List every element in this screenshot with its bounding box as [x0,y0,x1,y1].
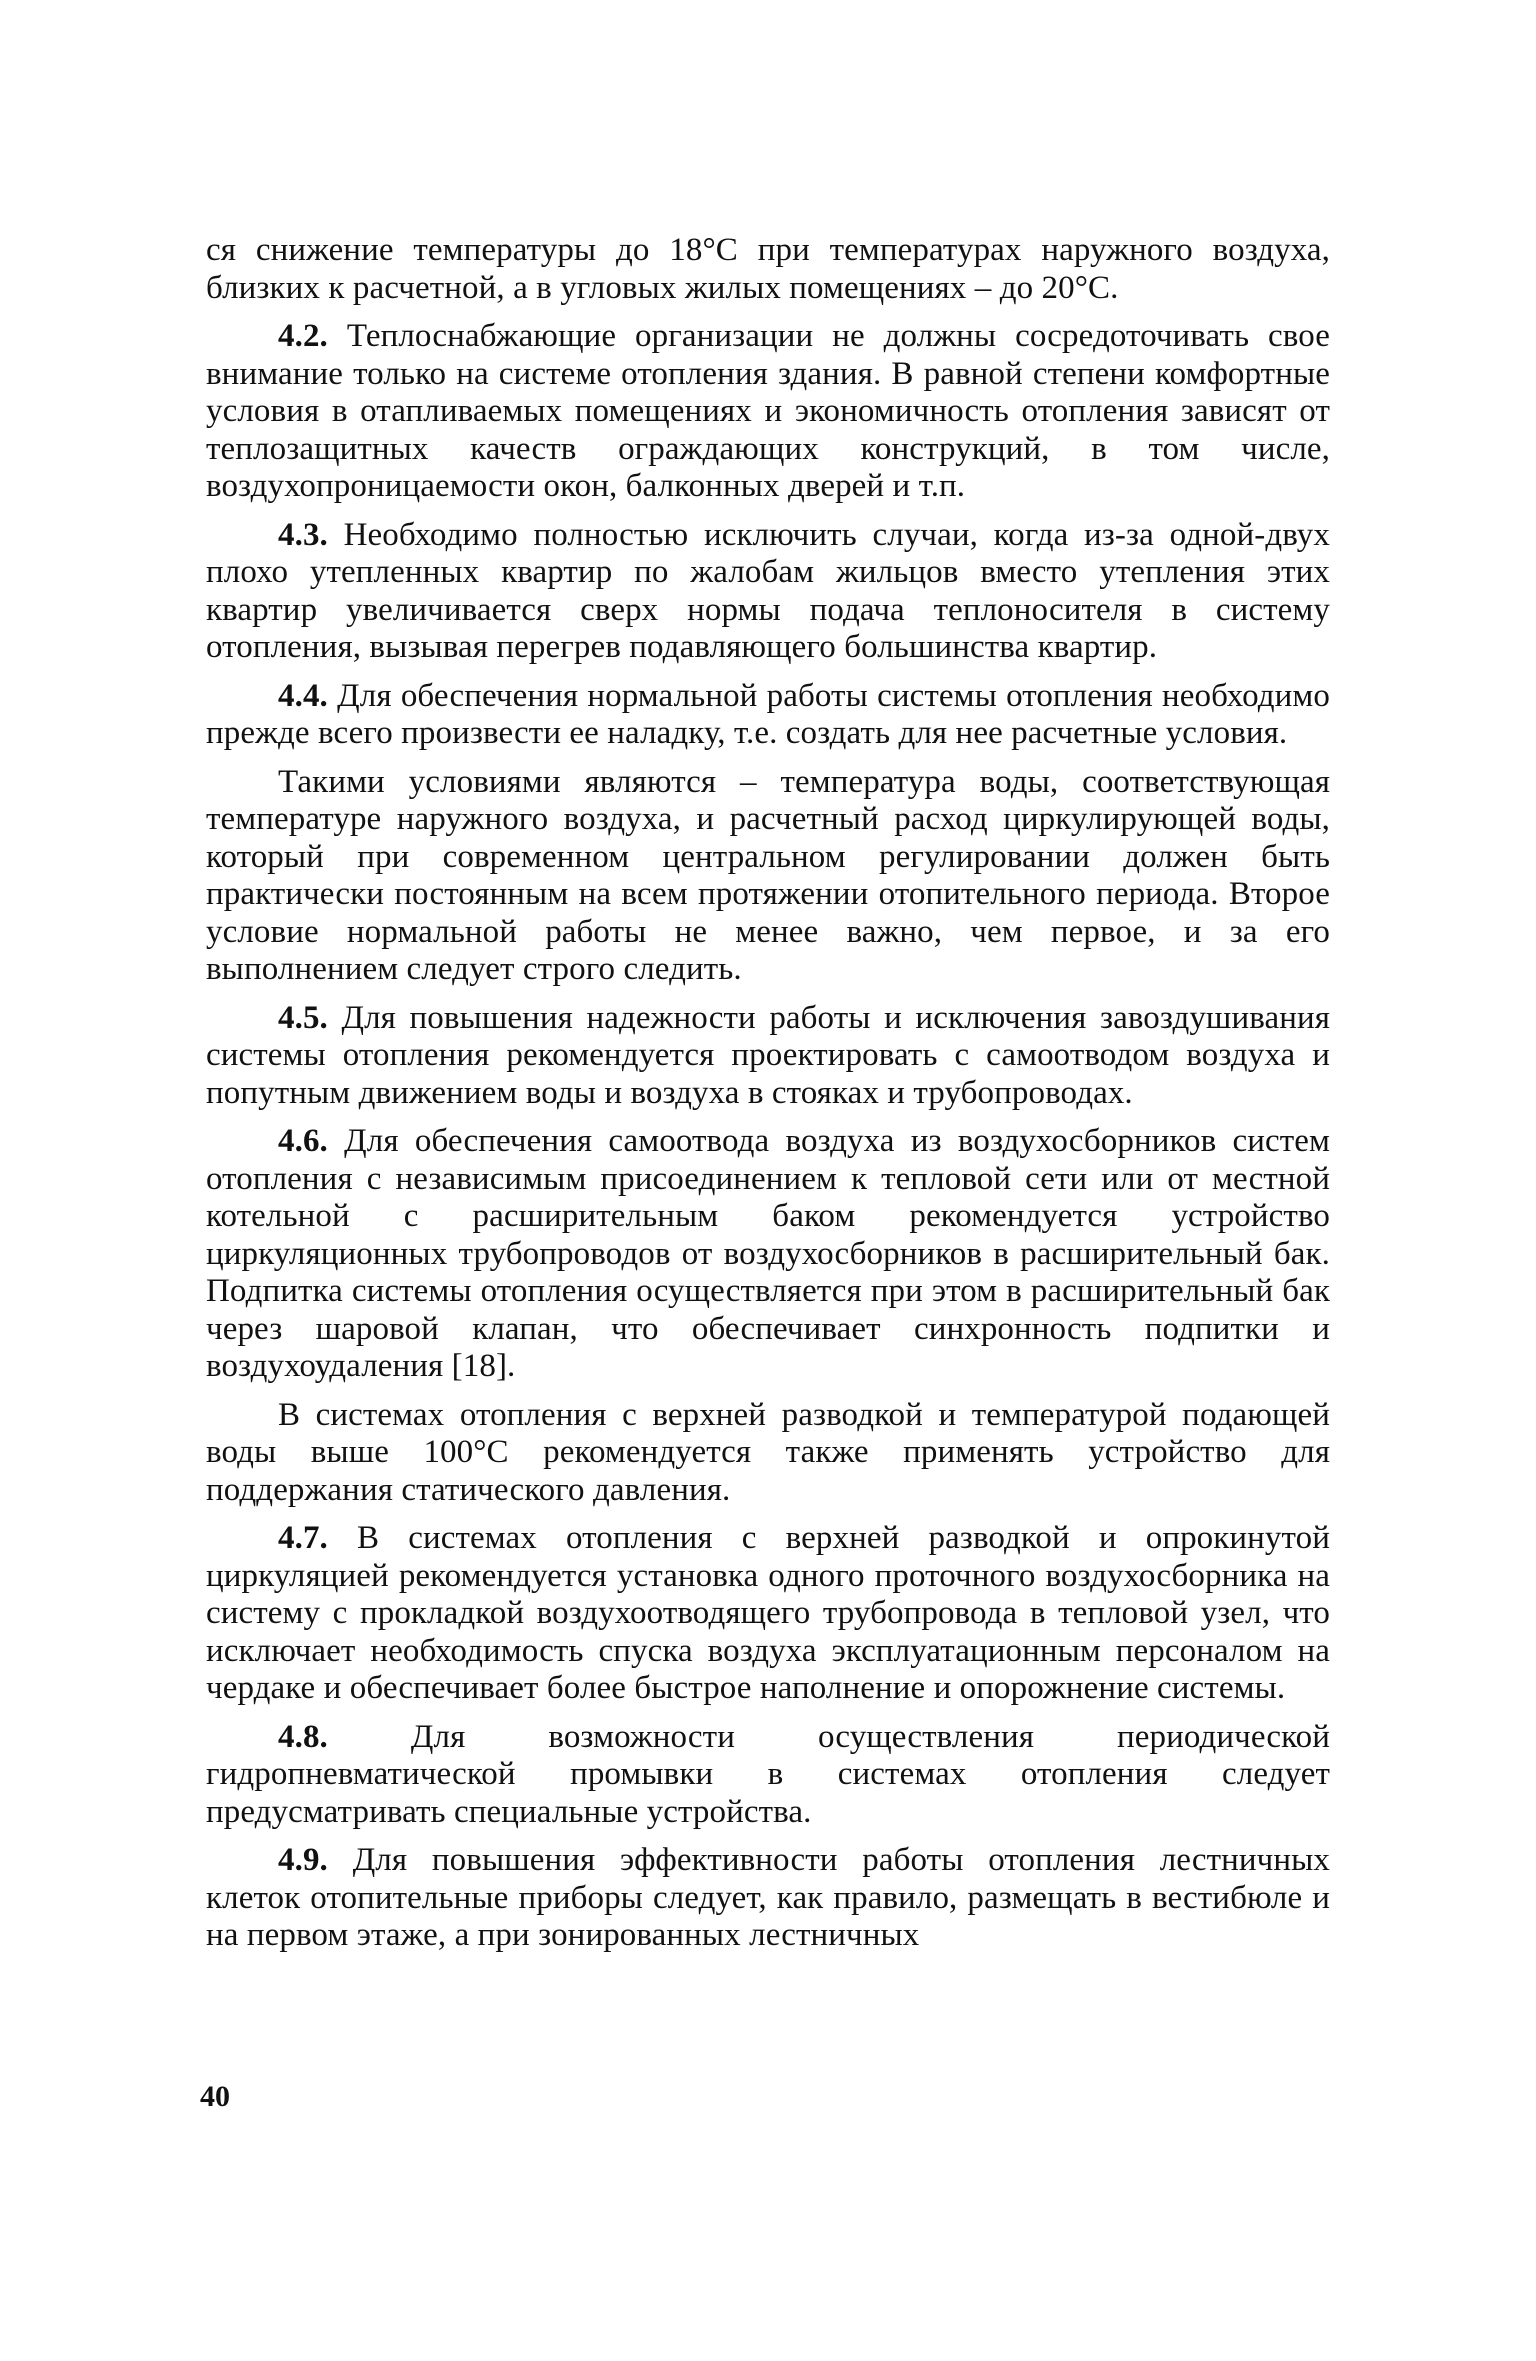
paragraph-text: Теплоснабжающие организации не должны сосредоточивать свое внимание только на системе отопления здания. В равной степени комфортные условия в отапливаемых помещениях и экономичность отопления зависят от теплозащитных качеств ограждающих конструкций, в том числе, воздухопроницаемости окон, балконных дверей и т.п. [206,318,1330,504]
paragraph-text: ся снижение температуры до 18°С при температурах наружного воздуха, близких к расчетной, а в угловых жилых помещениях – до 20°С. [206,232,1330,306]
page-number: 40 [200,2080,230,2113]
section-number: 4.5. [278,999,328,1036]
section-number: 4.6. [278,1123,328,1159]
section-number: 4.7. [278,1520,328,1556]
section-number: 4.2. [278,318,328,354]
paragraph-text: Необходимо полностью исключить случаи, когда из-за одной-двух плохо утепленных квартир по жалобам жильцов вместо утепления этих квартир увеличивается сверх нормы подача теплоносителя в систему отопления, вызывая перегрев подавляющего большинства квартир. [206,516,1330,665]
paragraph-4-2 [206,318,1330,506]
paragraph-text: Такими условиями являются – температура воды, соответствующая температуре наружного воздуха, и расчетный расход циркулирующей воды, который при современном центральном регулировании должен быть практически постоянным на всем протяжении отопительного периода. Второе условие нормальной работы не менее важно, чем первое, и за его выполнением следует строго следить. [206,763,1330,987]
paragraph-4-7 [206,1520,1330,1708]
paragraph-4-6 [206,1123,1330,1386]
paragraph-4-9 [206,1842,1330,1955]
paragraph-4-3 [206,517,1330,667]
page-body [206,232,1330,1955]
paragraph-4-8 [206,1719,1330,1832]
section-number: 4.8. [278,1718,328,1755]
paragraph-text: В системах отопления с верхней разводкой и температурой подающей воды выше 100°С рекомендуется также применять устройство для поддержания статического давления. [206,1396,1330,1508]
section-number: 4.4. [278,677,328,714]
paragraph-text: Для повышения надежности работы и исключения завоздушивания системы отопления рекомендуется проектировать с самоотводом воздуха и попутным движением воды и воздуха в стояках и трубопроводах. [206,999,1330,1111]
paragraph-conditions [206,764,1330,989]
paragraph-text: В системах отопления с верхней разводкой и опрокинутой циркуляцией рекомендуется установка одного проточного воздухосборника на систему с прокладкой воздухоотводящего трубопровода в тепловой узел, что исключает необходимость спуска воздуха эксплуатационным персоналом на чердаке и обеспечивает более быстрое наполнение и опорожнение системы. [206,1520,1330,1706]
paragraph-upper-distribution [206,1397,1330,1510]
paragraph-4-4 [206,678,1330,753]
paragraph-text: Для повышения эффективности работы отопления лестничных клеток отопительные приборы следует, как правило, размещать в вестибюле и на первом этаже, а при зонированных лестничных [206,1842,1330,1953]
paragraph-text: Для обеспечения самоотвода воздуха из воздухосборников систем отопления с независимым присоединением к тепловой сети или от местной котельной с расширительным баком рекомендуется устройство циркуляционных трубопроводов от воздухосборников в расширительный бак. Подпитка системы отопления осуществляется при этом в расширительный бак через шаровой клапан, что обеспечивает синхронность подпитки и воздухоудаления [18]. [206,1123,1330,1384]
section-number: 4.3. [278,516,328,553]
paragraph-continuation [206,232,1330,307]
paragraph-4-5 [206,1000,1330,1113]
paragraph-text: Для обеспечения нормальной работы системы отопления необходимо прежде всего произвести ее наладку, т.е. создать для нее расчетные условия. [206,677,1330,751]
section-number: 4.9. [278,1842,328,1878]
paragraph-text: Для возможности осуществления периодической гидропневматической промывки в системах отопления следует предусматривать специальные устройства. [206,1718,1330,1830]
